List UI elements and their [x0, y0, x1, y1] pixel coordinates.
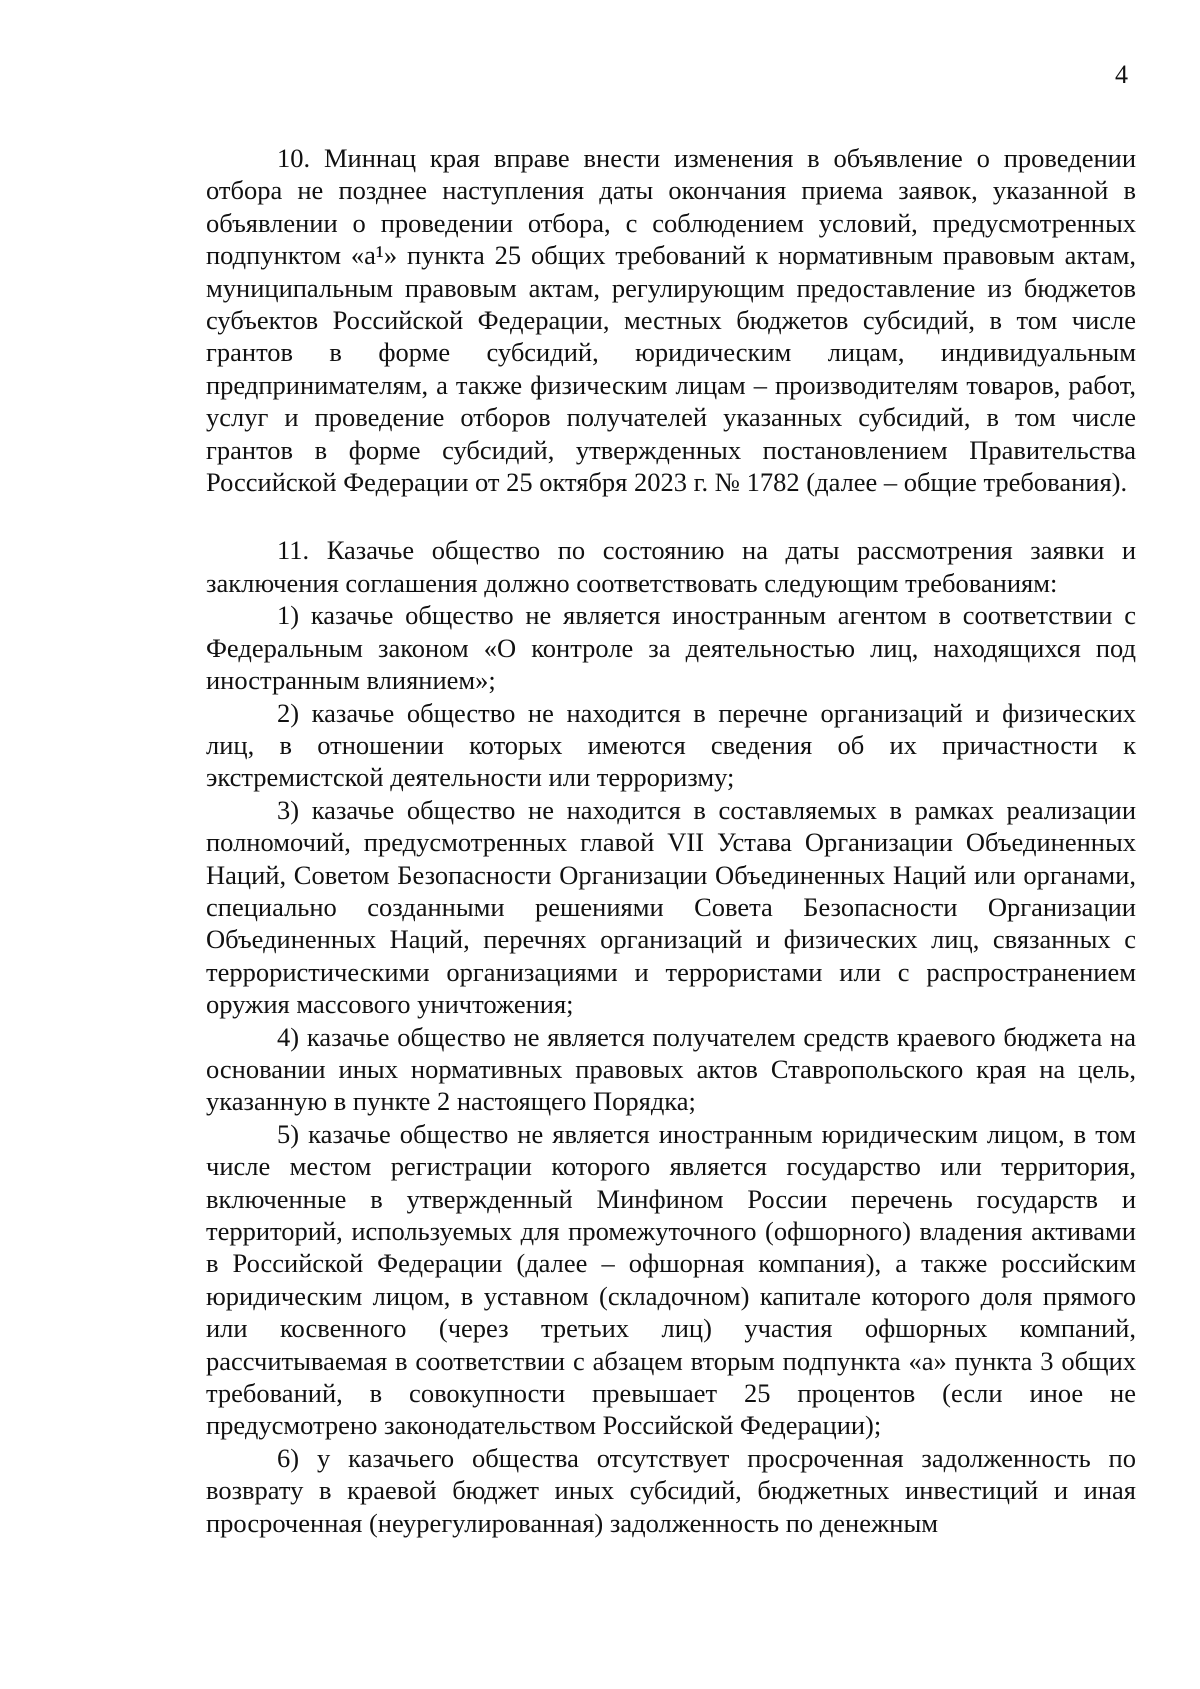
requirement-item-3: 3) казачье общество не находится в составляемых в рамках реализации полномочий, предусмотренных главой VII Устава Организации Объединенных Наций, Советом Безопасности Организации Объединенных Наций или органами, специально созданными решениями Совета Безопасности Организации Объединенных Наций, перечнях организаций и физических лиц, связанных с террористическими организациями и террористами или с распространением оружия массового уничтожения;: [206, 794, 1136, 1020]
requirement-item-6: 6) у казачьего общества отсутствует просроченная задолженность по возврату в краевой бюджет иных субсидий, бюджетных инвестиций и иная просроченная (неурегулированная) задолженность по денежным: [206, 1442, 1136, 1538]
requirement-item-5: 5) казачье общество не является иностранным юридическим лицом, в том числе местом регистрации которого является государство или территория, включенные в утвержденный Минфином России перечень государств и территорий, используемых для промежуточного (офшорного) владения активами в Российской Федерации (далее – офшорная компания), а также российским юридическим лицом, в уставном (складочном) капитале которого доля прямого или косвенного (через третьих лиц) участия офшорных компаний, рассчитываемая в соответствии с абзацем вторым подпункта «а» пункта 3 общих требований, в совокупности превышает 25 процентов (если иное не предусмотрено законодательством Российской Федерации);: [206, 1118, 1136, 1441]
paragraph-11: 11. Казачье общество по состоянию на даты рассмотрения заявки и заключения соглашения должно соответствовать следующим требованиям:: [206, 535, 1136, 598]
paragraph-10: 10. Миннац края вправе внести изменения в объявление о проведении отбора не позднее наступления даты окончания приема заявок, указанной в объявлении о проведении отбора, с соблюдением условий, предусмотренных подпунктом «а¹» пункта 25 общих требований к нормативным правовым актам, муниципальным правовым актам, регулирующим предоставление из бюджетов субъектов Российской Федерации, местных бюджетов субсидий, в том числе грантов в форме субсидий, юридическим лицам, индивидуальным предпринимателям, а также физическим лицам – производителям товаров, работ, услуг и проведение отборов получателей указанных субсидий, в том числе грантов в форме субсидий, утвержденных постановлением Правительства Российской Федерации от 25 октября 2023 г. № 1782 (далее – общие требования).: [206, 143, 1136, 498]
requirement-item-1: 1) казачье общество не является иностранным агентом в соответствии с Федеральным законом «О контроле за деятельностью лиц, находящихся под иностранным влиянием»;: [206, 600, 1136, 696]
requirement-item-4: 4) казачье общество не является получателем средств краевого бюджета на основании иных нормативных правовых актов Ставропольского края на цель, указанную в пункте 2 настоящего Порядка;: [206, 1021, 1136, 1117]
document-body: [206, 142, 1136, 1539]
requirement-item-2: 2) казачье общество не находится в перечне организаций и физических лиц, в отношении которых имеются сведения об их причастности к экстремистской деятельности или терроризму;: [206, 697, 1136, 793]
page-number: 4: [1115, 60, 1128, 89]
paragraph-gap: [206, 498, 1136, 534]
